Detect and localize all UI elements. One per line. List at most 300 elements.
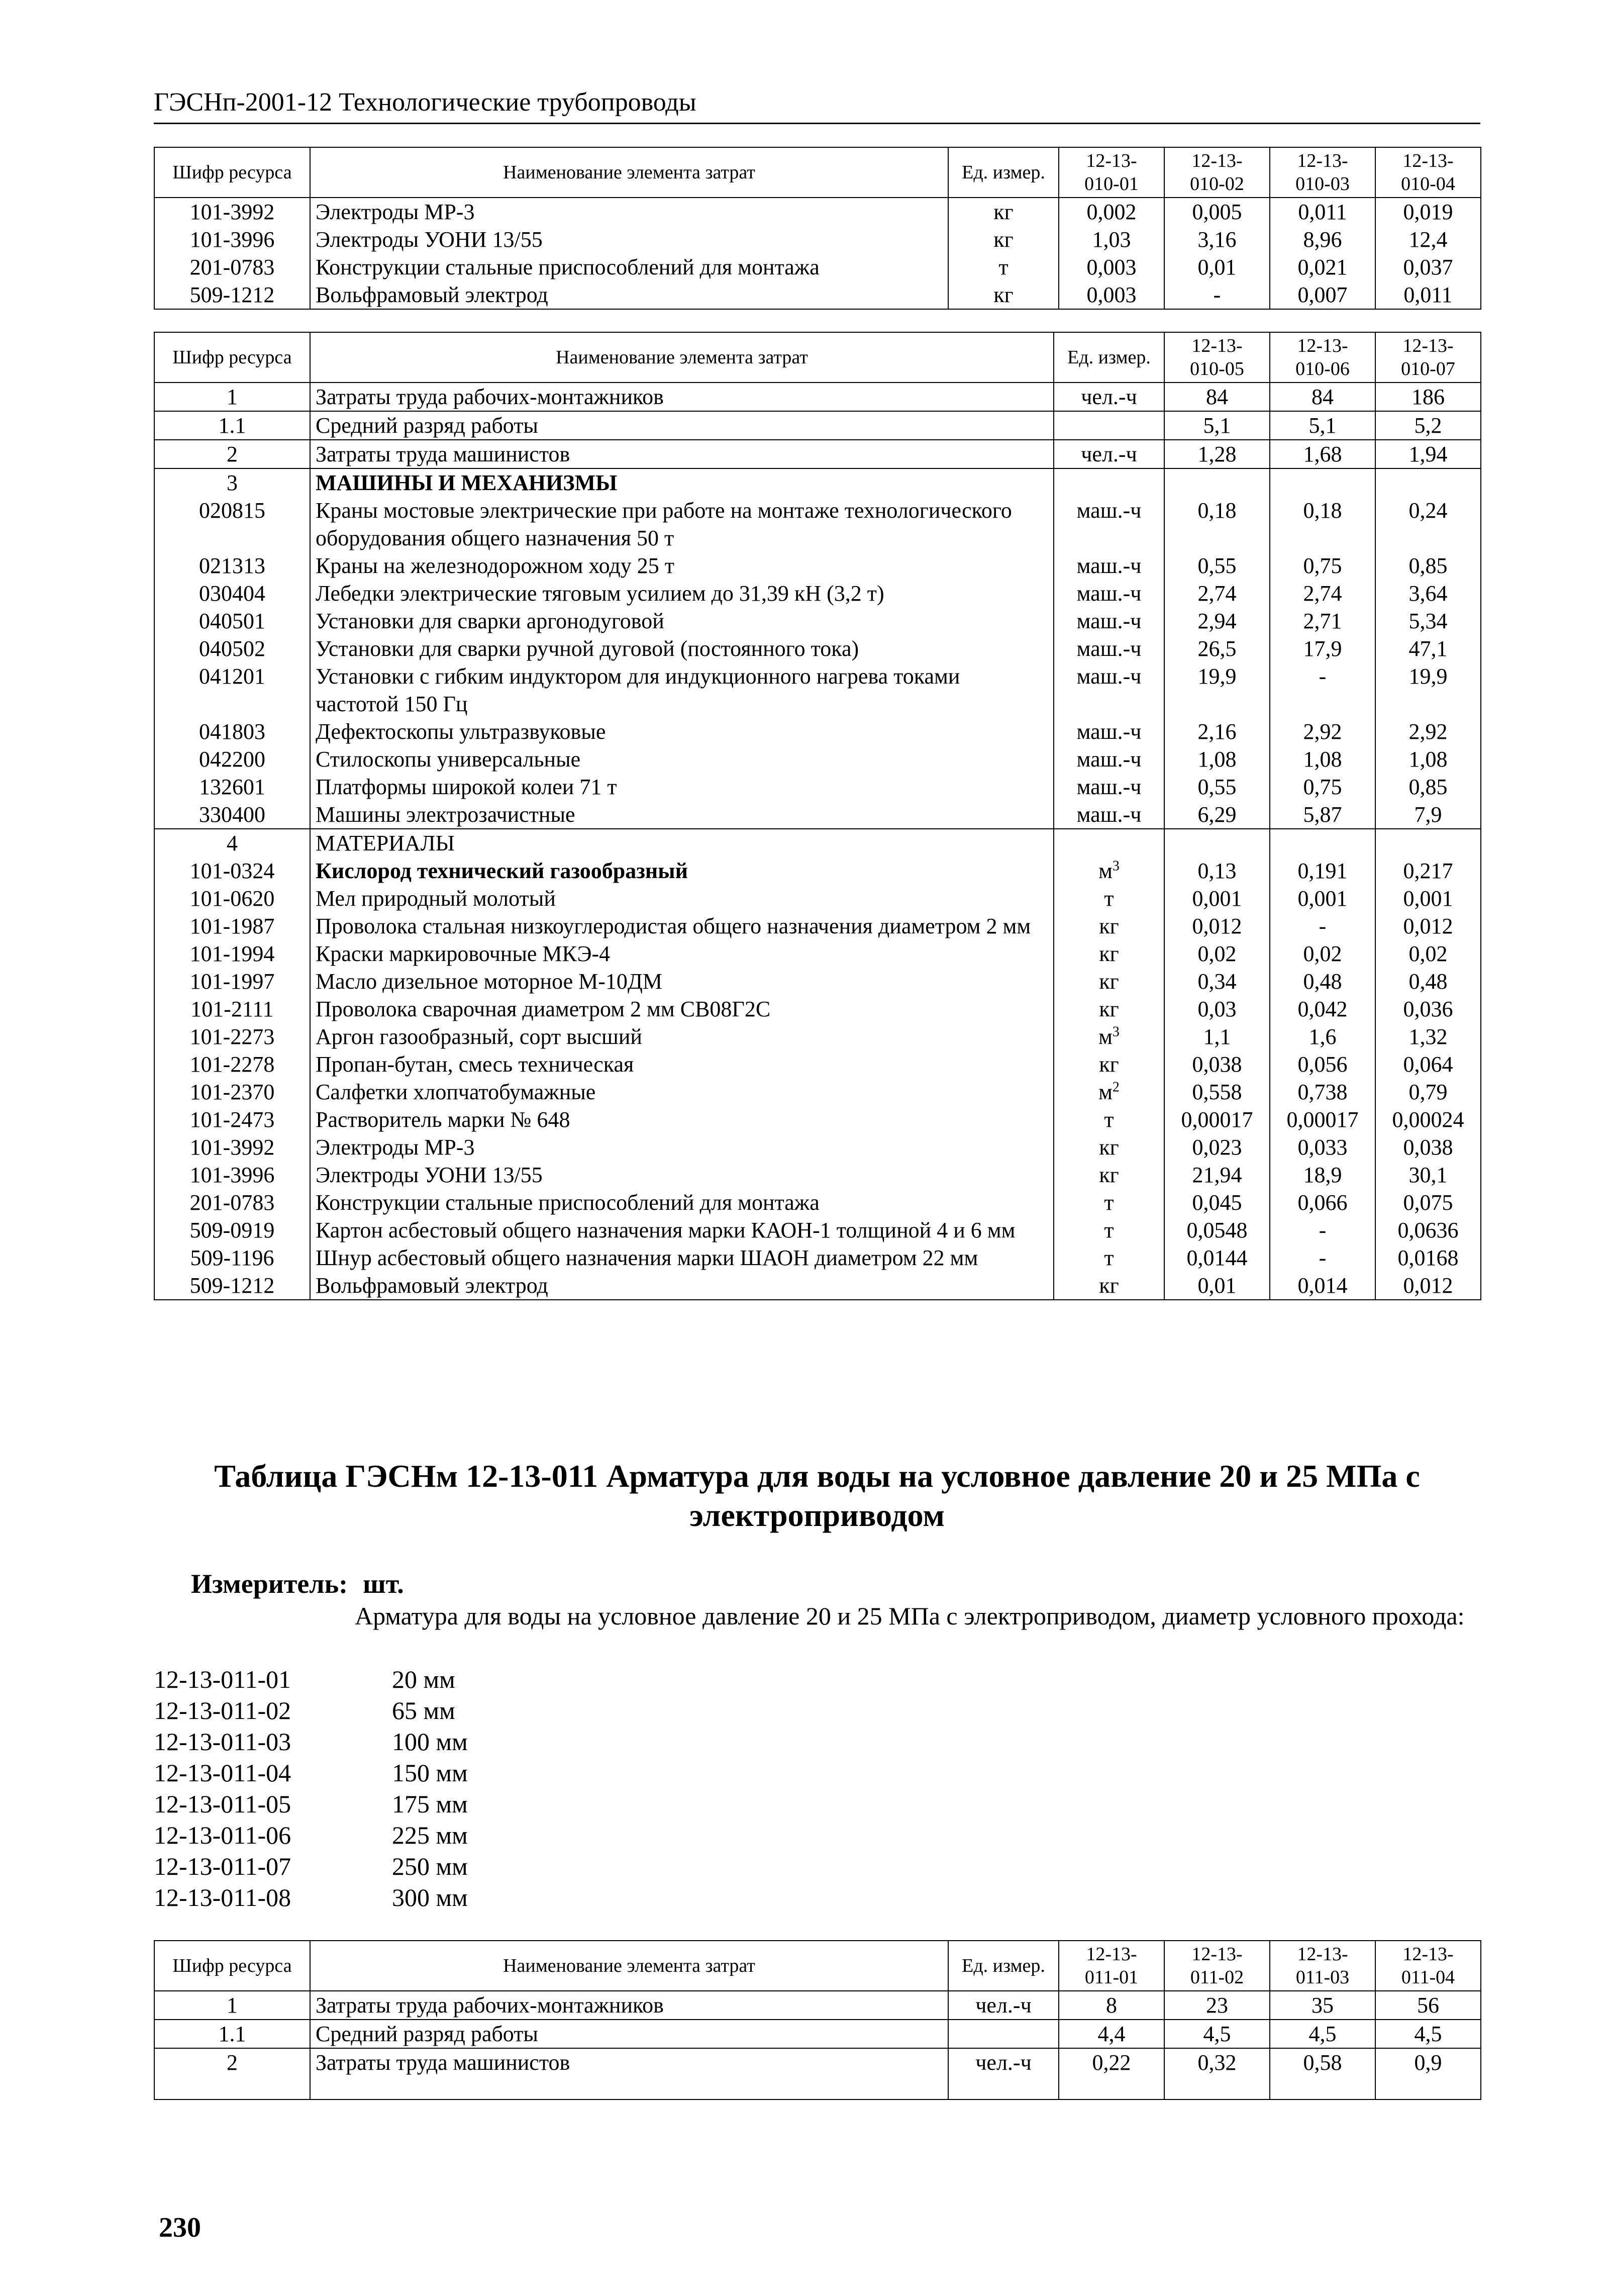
resource-code: 101-2111	[154, 995, 310, 1023]
table-row	[154, 940, 1481, 968]
resource-code: 101-3996	[154, 1161, 310, 1189]
norm-value: 2,92	[1375, 718, 1481, 745]
norm-value: 0,037	[1375, 253, 1481, 281]
norm-value: 0,012	[1375, 912, 1481, 940]
resource-unit	[1054, 440, 1164, 468]
norm-value: 1,68	[1270, 440, 1375, 468]
resource-name: Установки с гибким индуктором для индукционного нагрева токами частотой 150 Гц	[310, 662, 1054, 718]
variant-item	[154, 1726, 468, 1757]
norm-value: 2,16	[1164, 718, 1270, 745]
unit-text: кг	[1099, 1273, 1119, 1298]
norm-value: 0,038	[1375, 1133, 1481, 1161]
resource-unit	[1054, 829, 1164, 857]
resource-name: Затраты труда рабочих-монтажников	[310, 1991, 948, 2020]
norm-value: 84	[1164, 382, 1270, 411]
norm-value: 0,48	[1270, 968, 1375, 995]
resource-name: Электроды УОНИ 13/55	[310, 226, 948, 253]
table-row	[154, 995, 1481, 1023]
meter-value: шт.	[363, 1569, 404, 1599]
norm-value	[1375, 829, 1481, 857]
col-header-norm: 12-13- 010-04	[1375, 147, 1481, 198]
resource-unit	[948, 198, 1059, 226]
variant-code: 12-13-011-08	[154, 1883, 291, 1911]
resource-name: Аргон газообразный, сорт высший	[310, 1023, 1054, 1050]
unit-exponent: 3	[1112, 1024, 1120, 1040]
resource-code: 201-0783	[154, 253, 310, 281]
resource-name: Пропан-бутан, смесь техническая	[310, 1050, 1054, 1078]
norm-value: 0,55	[1164, 552, 1270, 580]
norm-value: 0,85	[1375, 552, 1481, 580]
unit-text: т	[1104, 1190, 1114, 1215]
norm-value: 0,00017	[1270, 1106, 1375, 1133]
norm-value: 1,32	[1375, 1023, 1481, 1050]
norm-value: 0,00024	[1375, 1106, 1481, 1133]
norm-value: 0,58	[1270, 2048, 1375, 2099]
table-row	[154, 1216, 1481, 1244]
table-row	[154, 1272, 1481, 1300]
norm-value: 0,002	[1059, 198, 1164, 226]
unit-text: маш.-ч	[1076, 581, 1142, 606]
variant-value: 225 мм	[392, 1821, 468, 1849]
norm-value: 2,74	[1164, 580, 1270, 607]
variant-item	[154, 1851, 468, 1882]
norm-value: -	[1164, 281, 1270, 309]
unit-text: маш.-ч	[1076, 553, 1142, 578]
resource-unit	[948, 226, 1059, 253]
resource-name: Лебедки электрические тяговым усилием до 31,39 кН (3,2 т)	[310, 580, 1054, 607]
norm-value: -	[1270, 1244, 1375, 1272]
table-row	[154, 662, 1481, 718]
norm-value: -	[1270, 662, 1375, 718]
norm-value: 0,056	[1270, 1050, 1375, 1078]
meter-label: Измеритель:	[191, 1569, 348, 1599]
variant-code: 12-13-011-01	[154, 1665, 291, 1693]
variant-code: 12-13-011-04	[154, 1759, 291, 1787]
resource-unit	[1054, 607, 1164, 635]
norm-value: 1,08	[1164, 745, 1270, 773]
norm-value: 30,1	[1375, 1161, 1481, 1189]
norm-value: 84	[1270, 382, 1375, 411]
norm-value: 0,85	[1375, 773, 1481, 801]
norm-value: 5,2	[1375, 411, 1481, 440]
norm-value: 0,021	[1270, 253, 1375, 281]
norm-value: 0,007	[1270, 281, 1375, 309]
resource-name: Картон асбестовый общего назначения марки КАОН-1 толщиной 4 и 6 мм	[310, 1216, 1054, 1244]
col-header-code: Шифр ресурса	[154, 1941, 310, 1991]
unit-text: кг	[993, 282, 1014, 307]
unit-text: кг	[1099, 997, 1119, 1021]
unit-exponent: 2	[1112, 1079, 1120, 1095]
norm-value: 0,012	[1164, 912, 1270, 940]
variant-value: 65 мм	[392, 1696, 455, 1725]
resource-name: Конструкции стальные приспособлений для монтажа	[310, 253, 948, 281]
table-row	[154, 2020, 1481, 2048]
norm-value: 0,75	[1270, 773, 1375, 801]
resource-code: 101-2473	[154, 1106, 310, 1133]
table-row	[154, 281, 1481, 309]
norm-value: 0,023	[1164, 1133, 1270, 1161]
unit-text: маш.-ч	[1076, 609, 1142, 633]
table-row	[154, 198, 1481, 226]
norm-value: 0,036	[1375, 995, 1481, 1023]
resource-unit	[1054, 718, 1164, 745]
norm-value: 0,014	[1270, 1272, 1375, 1300]
norm-value: 0,75	[1270, 552, 1375, 580]
norm-value: 0,0144	[1164, 1244, 1270, 1272]
resource-name: Электроды УОНИ 13/55	[310, 1161, 1054, 1189]
resource-name: Шнур асбестовый общего назначения марки ШАОН диаметром 22 мм	[310, 1244, 1054, 1272]
table-title: Таблица ГЭСНм 12-13-011 Арматура для воды на условное давление 20 и 25 МПа с электроприводом	[214, 1458, 1420, 1533]
norm-value: 0,01	[1164, 253, 1270, 281]
norm-value: 0,0548	[1164, 1216, 1270, 1244]
unit-text: кг	[1099, 1163, 1119, 1187]
unit-text: кг	[1099, 941, 1119, 966]
norm-value: 4,5	[1270, 2020, 1375, 2048]
unit-text: т	[998, 255, 1008, 279]
unit-text: маш.-ч	[1076, 775, 1142, 799]
table-row	[154, 253, 1481, 281]
col-header-code: Шифр ресурса	[154, 147, 310, 198]
table-row	[154, 1023, 1481, 1050]
resource-code: 330400	[154, 801, 310, 829]
resource-code: 101-2370	[154, 1078, 310, 1106]
norm-value: 0,011	[1375, 281, 1481, 309]
resource-code: 101-0620	[154, 885, 310, 912]
norm-value: 4,5	[1375, 2020, 1481, 2048]
resource-name: Электроды МР-3	[310, 198, 948, 226]
resource-code: 041201	[154, 662, 310, 718]
col-header-name: Наименование элемента затрат	[310, 147, 948, 198]
norm-value: 2,94	[1164, 607, 1270, 635]
table-row	[154, 773, 1481, 801]
norm-value: 0,019	[1375, 198, 1481, 226]
unit-text: чел.-ч	[975, 1993, 1032, 2018]
resource-name: Установки для сварки аргонодуговой	[310, 607, 1054, 635]
resource-table-010-05-07	[154, 332, 1481, 1300]
table-row	[154, 745, 1481, 773]
norm-value: 7,9	[1375, 801, 1481, 829]
resource-name: Платформы широкой колеи 71 т	[310, 773, 1054, 801]
table-row	[154, 1106, 1481, 1133]
page-number: 230	[159, 2212, 201, 2243]
resource-code: 021313	[154, 552, 310, 580]
col-header-norm: 12-13- 010-05	[1164, 332, 1270, 382]
variant-code: 12-13-011-02	[154, 1696, 291, 1725]
norm-value: 0,001	[1270, 885, 1375, 912]
resource-unit	[1054, 773, 1164, 801]
unit-text: маш.-ч	[1076, 636, 1142, 661]
norm-value: 0,0636	[1375, 1216, 1481, 1244]
resource-unit	[1054, 995, 1164, 1023]
unit-text: маш.-ч	[1076, 802, 1142, 827]
table-row	[154, 718, 1481, 745]
unit-text: кг	[1099, 969, 1119, 994]
unit-text: чел.-ч	[1081, 385, 1137, 409]
norm-value: 56	[1375, 1991, 1481, 2020]
resource-unit	[1054, 1106, 1164, 1133]
unit-text: т	[1104, 886, 1114, 911]
norm-value: 5,87	[1270, 801, 1375, 829]
resource-unit	[1054, 912, 1164, 940]
resource-name: Стилоскопы универсальные	[310, 745, 1054, 773]
norm-value: 0,79	[1375, 1078, 1481, 1106]
resource-code: 4	[154, 829, 310, 857]
norm-value: 19,9	[1375, 662, 1481, 718]
resource-unit	[1054, 885, 1164, 912]
resource-code: 201-0783	[154, 1189, 310, 1216]
resource-name: Масло дизельное моторное М-10ДМ	[310, 968, 1054, 995]
variant-item	[154, 1788, 468, 1820]
resource-unit	[1054, 745, 1164, 773]
unit-text: кг	[1099, 1052, 1119, 1077]
resource-code: 040502	[154, 635, 310, 662]
page-header: ГЭСНп-2001-12 Технологические трубопроводы	[154, 84, 1480, 124]
resource-unit	[948, 2048, 1059, 2099]
variant-code: 12-13-011-05	[154, 1790, 291, 1818]
unit-text: т	[1104, 1246, 1114, 1270]
norm-value: 0,001	[1164, 885, 1270, 912]
norm-value: 0,32	[1164, 2048, 1270, 2099]
norm-value: 0,191	[1270, 857, 1375, 885]
resource-code: 030404	[154, 580, 310, 607]
norm-value: 1,03	[1059, 226, 1164, 253]
norm-value: 19,9	[1164, 662, 1270, 718]
resource-unit	[1054, 1161, 1164, 1189]
resource-name: Вольфрамовый электрод	[310, 1272, 1054, 1300]
resource-unit	[1054, 580, 1164, 607]
norm-value: 0,045	[1164, 1189, 1270, 1216]
norm-value: 0,0168	[1375, 1244, 1481, 1272]
norm-value: 0,02	[1375, 940, 1481, 968]
resource-code: 101-3992	[154, 1133, 310, 1161]
col-header-norm: 12-13- 011-04	[1375, 1941, 1481, 1991]
table-row	[154, 885, 1481, 912]
norm-value	[1164, 829, 1270, 857]
resource-unit	[1054, 1216, 1164, 1244]
resource-table-010-01-04	[154, 147, 1481, 310]
resource-name: Салфетки хлопчатобумажные	[310, 1078, 1054, 1106]
resource-code: 509-0919	[154, 1216, 310, 1244]
unit-text: маш.-ч	[1076, 498, 1142, 523]
norm-value: 35	[1270, 1991, 1375, 2020]
table-row	[154, 1189, 1481, 1216]
norm-value	[1375, 468, 1481, 497]
resource-code: 101-2273	[154, 1023, 310, 1050]
norm-value: 3,16	[1164, 226, 1270, 253]
resource-code: 509-1196	[154, 1244, 310, 1272]
resource-code: 2	[154, 2048, 310, 2099]
table-row	[154, 607, 1481, 635]
resource-code: 3	[154, 468, 310, 497]
unit-text: чел.-ч	[975, 2050, 1032, 2075]
norm-value: 1,6	[1270, 1023, 1375, 1050]
col-header-norm: 12-13- 010-01	[1059, 147, 1164, 198]
table-row	[154, 497, 1481, 552]
norm-value: 4,4	[1059, 2020, 1164, 2048]
resource-name: Вольфрамовый электрод	[310, 281, 948, 309]
variant-item	[154, 1695, 468, 1726]
resource-name: Средний разряд работы	[310, 2020, 948, 2048]
resource-unit	[1054, 968, 1164, 995]
resource-code: 509-1212	[154, 281, 310, 309]
norm-value: 8,96	[1270, 226, 1375, 253]
norm-value: 2,74	[1270, 580, 1375, 607]
resource-name: Краны на железнодорожном ходу 25 т	[310, 552, 1054, 580]
norm-value: 0,34	[1164, 968, 1270, 995]
table-row	[154, 382, 1481, 411]
resource-code: 101-1987	[154, 912, 310, 940]
norm-value: 0,13	[1164, 857, 1270, 885]
norm-value: 5,1	[1164, 411, 1270, 440]
variant-value: 100 мм	[392, 1728, 468, 1756]
col-header-unit: Ед. измер.	[948, 147, 1059, 198]
resource-unit	[1054, 1133, 1164, 1161]
norm-value: 1,1	[1164, 1023, 1270, 1050]
norm-value: 26,5	[1164, 635, 1270, 662]
norm-value: 0,038	[1164, 1050, 1270, 1078]
table-row	[154, 440, 1481, 468]
resource-code: 509-1212	[154, 1272, 310, 1300]
table-row	[154, 226, 1481, 253]
resource-unit	[1054, 497, 1164, 552]
resource-unit	[1054, 1078, 1164, 1106]
norm-value: 0,00017	[1164, 1106, 1270, 1133]
norm-value: 0,075	[1375, 1189, 1481, 1216]
resource-unit	[1054, 635, 1164, 662]
col-header-norm: 12-13- 011-01	[1059, 1941, 1164, 1991]
col-header-norm: 12-13- 011-03	[1270, 1941, 1375, 1991]
variant-value: 150 мм	[392, 1759, 468, 1787]
resource-code: 041803	[154, 718, 310, 745]
resource-unit	[1054, 1272, 1164, 1300]
meter-line	[191, 1568, 404, 1599]
col-header-norm: 12-13- 010-07	[1375, 332, 1481, 382]
unit-text: т	[1104, 1218, 1114, 1242]
table-row	[154, 801, 1481, 829]
norm-value: -	[1270, 1216, 1375, 1244]
resource-unit	[1054, 382, 1164, 411]
resource-name: Краски маркировочные МКЭ-4	[310, 940, 1054, 968]
resource-unit	[1054, 662, 1164, 718]
unit-exponent: 3	[1112, 858, 1120, 874]
resource-code: 1	[154, 1991, 310, 2020]
variant-code: 12-13-011-03	[154, 1728, 291, 1756]
resource-name: МАТЕРИАЛЫ	[310, 829, 1054, 857]
col-header-name: Наименование элемента затрат	[310, 1941, 948, 1991]
norm-value: 1,08	[1270, 745, 1375, 773]
resource-name: Затраты труда машинистов	[310, 440, 1054, 468]
resource-name: Проволока сварочная диаметром 2 мм СВ08Г2С	[310, 995, 1054, 1023]
table-row	[154, 2048, 1481, 2099]
table-row	[154, 552, 1481, 580]
col-header-name: Наименование элемента затрат	[310, 332, 1054, 382]
resource-code: 042200	[154, 745, 310, 773]
variant-item	[154, 1757, 468, 1788]
unit-text: м	[1098, 1024, 1113, 1049]
norm-value: 2,92	[1270, 718, 1375, 745]
col-header-norm: 12-13- 010-02	[1164, 147, 1270, 198]
norm-value: 4,5	[1164, 2020, 1270, 2048]
norm-value: 5,1	[1270, 411, 1375, 440]
table-row	[154, 829, 1481, 857]
resource-code: 101-1994	[154, 940, 310, 968]
resource-code: 2	[154, 440, 310, 468]
resource-unit	[1054, 468, 1164, 497]
resource-code: 132601	[154, 773, 310, 801]
unit-text: м	[1098, 1080, 1113, 1104]
norm-value: 0,02	[1270, 940, 1375, 968]
norm-value: 0,02	[1164, 940, 1270, 968]
norm-value	[1270, 829, 1375, 857]
norm-value: 0,22	[1059, 2048, 1164, 2099]
resource-name: Краны мостовые электрические при работе на монтаже технологического оборудования общего назначения 50 т	[310, 497, 1054, 552]
col-header-norm: 12-13- 010-03	[1270, 147, 1375, 198]
resource-unit	[1054, 1244, 1164, 1272]
resource-name: Электроды МР-3	[310, 1133, 1054, 1161]
resource-table-011-01-04	[154, 1940, 1481, 2100]
norm-value: 3,64	[1375, 580, 1481, 607]
norm-value: 0,001	[1375, 885, 1481, 912]
unit-text: кг	[1099, 914, 1119, 938]
col-header-norm: 12-13- 010-06	[1270, 332, 1375, 382]
col-header-norm: 12-13- 011-02	[1164, 1941, 1270, 1991]
table-row	[154, 1991, 1481, 2020]
resource-code: 1.1	[154, 2020, 310, 2048]
section-description: Арматура для воды на условное давление 20 и 25 МПа с электроприводом, диаметр условного прохода:	[355, 1602, 1465, 1630]
variant-list	[154, 1664, 468, 1913]
resource-code: 101-2278	[154, 1050, 310, 1078]
norm-value: 0,55	[1164, 773, 1270, 801]
variant-item	[154, 1820, 468, 1851]
variant-item	[154, 1882, 468, 1913]
resource-unit	[948, 1991, 1059, 2020]
resource-name: Конструкции стальные приспособлений для монтажа	[310, 1189, 1054, 1216]
variant-value: 20 мм	[392, 1665, 455, 1693]
norm-value: 0,558	[1164, 1078, 1270, 1106]
norm-value: 0,01	[1164, 1272, 1270, 1300]
unit-text: кг	[1099, 1135, 1119, 1160]
norm-value: 0,064	[1375, 1050, 1481, 1078]
resource-unit	[1054, 411, 1164, 440]
resource-unit	[1054, 801, 1164, 829]
variant-item	[154, 1664, 468, 1695]
resource-name: Машины электрозачистные	[310, 801, 1054, 829]
resource-name: Дефектоскопы ультразвуковые	[310, 718, 1054, 745]
resource-code: 040501	[154, 607, 310, 635]
table-row	[154, 1161, 1481, 1189]
norm-value: 6,29	[1164, 801, 1270, 829]
col-header-code: Шифр ресурса	[154, 332, 310, 382]
table-row	[154, 968, 1481, 995]
norm-value: 23	[1164, 1991, 1270, 2020]
resource-code: 101-1997	[154, 968, 310, 995]
resource-code: 1	[154, 382, 310, 411]
resource-name: Растворитель марки № 648	[310, 1106, 1054, 1133]
table-row	[154, 1244, 1481, 1272]
norm-value: 0,48	[1375, 968, 1481, 995]
norm-value: 8	[1059, 1991, 1164, 2020]
table-row	[154, 635, 1481, 662]
variant-code: 12-13-011-06	[154, 1821, 291, 1849]
norm-value	[1270, 468, 1375, 497]
norm-value: 0,003	[1059, 253, 1164, 281]
resource-name: Затраты труда рабочих-монтажников	[310, 382, 1054, 411]
norm-value: 1,28	[1164, 440, 1270, 468]
col-header-unit: Ед. измер.	[948, 1941, 1059, 1991]
norm-value: 2,71	[1270, 607, 1375, 635]
resource-code: 101-0324	[154, 857, 310, 885]
norm-value: 21,94	[1164, 1161, 1270, 1189]
